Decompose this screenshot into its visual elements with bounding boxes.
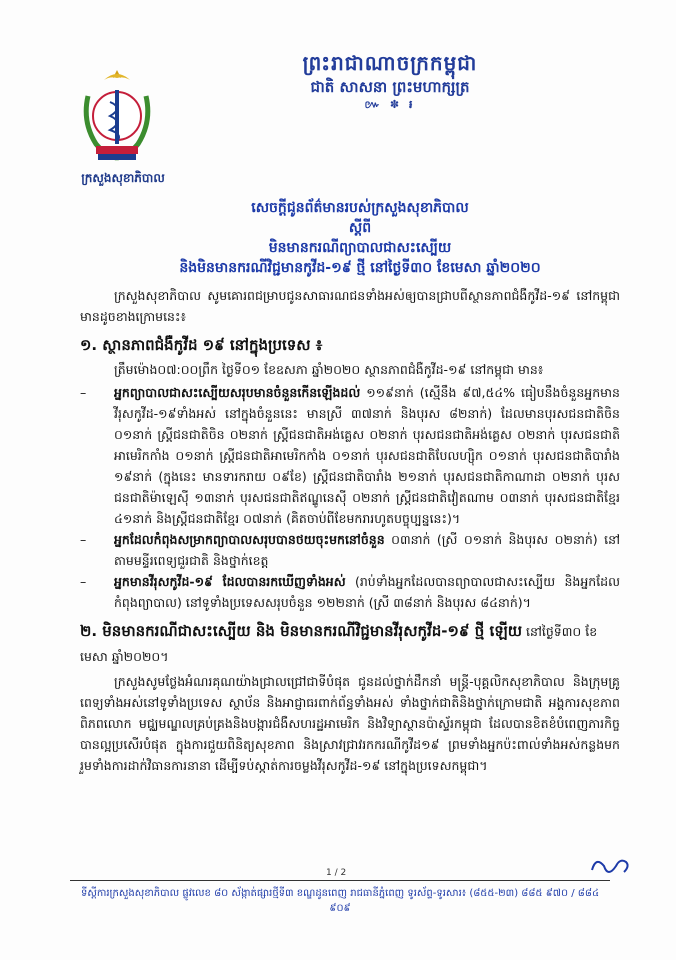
letterhead <box>200 50 580 112</box>
in-treatment-text: ០៣នាក់ (ស្រី ០១នាក់ និងបុរស ០២នាក់) នៅតាមមន្ទីរពេទ្យជួរជាតិ និងថ្នាក់ខេត្ត <box>114 532 620 568</box>
signature-icon <box>586 852 636 882</box>
recovered-text: ១១៩នាក់ (ស្មើនឹង ៩៧,៥៤% ធៀបនឹងចំនួនអ្នកមានវីរុសកូវីដ-១៩ទាំងអស់ នៅក្នុងចំនួននេះ មានស្រី ៣៧នាក់ និងបុរស ៨២នាក់) ដែលមានបុរសជនជាតិចិន ០១នាក់ ស្ត្រីជនជាតិចិន ០២នាក់ ស្ត្រីជនជាតិអង់គ្លេស ០២នាក់ បុរសជនជាតិអង់គ្លេស ០២នាក់ បុរសជនជាតិអាមេរិកកាំង ០១នាក់ ស្ត្រីជនជាតិអាមេរិកកាំង ០១នាក់ បុរសជនជាតិបែលហ្ស៊ិក ០១នាក់ បុរសជនជាតិបារាំង ១៩នាក់ (ក្នុងនេះ មានទារករាយ ០៩ខែ) ស្ត្រីជនជាតិបារាំង ២១នាក់ បុរសជនជាតិកាណាដា ០២នាក់ បុរសជនជាតិម៉ាឡេស៊ី ១៣នាក់ បុរសជនជាតិឥណ្ឌូនេស៊ី ០២នាក់ ស្ត្រីជនជាតិវៀតណាម ០៣នាក់ បុរសជនជាតិខ្មែរ ៤១នាក់ និងស្ត្រីជនជាតិខ្មែរ ០៧នាក់ (គិតចាប់ពីខែមករារហូតបច្ចុប្បន្ននេះ)។ <box>114 385 620 526</box>
section-2-heading: ២. មិនមានករណីជាសះស្បើយ និង មិនមានករណីវិជ្ជមានវីរុសកូវីដ-១៩ ថ្មី ឡើយ នៅថ្ងៃទី៣០ ខែមេសា ឆ្នាំ២០២០។ <box>80 622 598 664</box>
bullet-dash: – <box>80 532 87 547</box>
title-line-1: សេចក្តីជូនព័ត៌មានរបស់ក្រសួងសុខាភិបាល <box>251 200 469 216</box>
title-line-3: មិនមានករណីព្យាបាលជាសះស្បើយ <box>268 240 452 256</box>
total-cases-label: អ្នកមានវីរុសកូវីដ-១៩ ដែលបានរកឃើញទាំងអស់ <box>114 574 346 589</box>
ornament: ៚ ✽ ៛ <box>364 98 416 111</box>
title-line-4: និងមិនមានករណីវិជ្ជមានកូវីដ-១៩ ថ្មី នៅថ្ងៃទី៣០ ខែមេសា ឆ្នាំ២០២០ <box>179 260 541 276</box>
national-motto: ជាតិ សាសនា ព្រះមហាក្សត្រ <box>310 78 470 96</box>
list-item <box>80 382 620 529</box>
total-cases-text: (រាប់ទាំងអ្នកដែលបានព្យាបាលជាសះស្បើយ និងអ្នកដែលកំពុងព្យាបាល) នៅទូទាំងប្រទេសសរុបចំនួន ១២២នាក់ (ស្រី ៣៨នាក់ និងបុរស ៨៤នាក់)។ <box>114 574 620 610</box>
list-item <box>80 529 620 571</box>
bullet-dash: – <box>80 385 87 400</box>
ministry-name: ក្រសួងសុខាភិបាល <box>81 171 165 185</box>
in-treatment-label: អ្នកដែលកំពុងសម្រាកព្យាបាលសរុបបានថយចុះមកនៅចំនួន <box>114 532 385 547</box>
section-2-heading-tail: នៅថ្ងៃទី៣០ ខែមេសា ឆ្នាំ២០២០។ <box>80 624 598 664</box>
document-title <box>140 198 580 278</box>
footer-divider <box>70 880 610 881</box>
recovered-label: អ្នកព្យាបាលជាសះស្បើយសរុបមានចំនួនកើនឡើងដល់ <box>114 385 361 400</box>
kingdom-title: ព្រះរាជាណាចក្រកម្ពុជា <box>302 51 478 75</box>
page-number: 1 / 2 <box>326 868 347 878</box>
footer-address: ទីស្តីការក្រសួងសុខាភិបាល ផ្លូវលេខ ៨០ ស័ង្កាត់ផ្សារថ្មីទី៣ ខណ្ឌដូនពេញ រាជធានីភ្នំពេញ ទូរស័ព្ទ-ទូរសារ៖ (៨៥៥-២៣) ៨៨៥ ៩៧០ / ៨៨៤ ៩០៩ <box>80 888 600 914</box>
bullet-dash: – <box>80 574 87 589</box>
intro-paragraph: ក្រសួងសុខាភិបាល សូមគោរពជម្រាបជូនសាធារណជនទាំងអស់ឲ្យបានជ្រាបពីស្ថានភាពជំងឺកូវីដ-១៩ នៅកម្ពុជា មានដូចខាងក្រោមនេះ៖ <box>80 288 620 324</box>
section-2-paragraph: ក្រសួងសូមថ្លែងអំណរគុណយ៉ាងជ្រាលជ្រៅជាទីបំផុត ជូនដល់ថ្នាក់ដឹកនាំ មន្ត្រី-បុគ្គលិកសុខាភិបាល និងក្រុមគ្រូពេទ្យទាំងអស់នៅទូទាំងប្រទេស ស្ថាប័ន និងអាជ្ញាធរពាក់ព័ន្ធទាំងអស់ ទាំងថ្នាក់ជាតិនិងថ្នាក់ក្រោមជាតិ អង្គការសុខភាពពិភពលោក មជ្ឈមណ្ឌលគ្រប់គ្រងនិងបង្ការជំងឺសហរដ្ឋអាមេរិក និងវិទ្យាស្ថានប៉ាស្ទ័រកម្ពុជា ដែលបានខិតខំបំពេញភារកិច្ចបានល្អប្រសើរបំផុត ក្នុងការជួយពិនិត្យសុខភាព និងស្រាវជ្រាវរកករណីកូវីដ១៩ ព្រមទាំងអ្នកប៉ះពាល់ទាំងអស់កន្លងមក រួមទាំងការដាក់វិធានការនានា ដើម្បីទប់ស្កាត់ការចម្លងវីរុសកូវីដ-១៩ នៅក្នុងប្រទេសកម្ពុជា។ <box>80 674 620 773</box>
title-line-2: ស្តីពី <box>348 220 372 236</box>
list-item <box>80 571 620 613</box>
section-1-lead: ត្រឹមម៉ោង០៧:០០ព្រឹក ថ្ងៃទី០១ ខែឧសភា ឆ្នាំ២០២០ ស្ថានភាពជំងឺកូវីដ-១៩ នៅកម្ពុជា មាន៖ <box>114 362 544 377</box>
ministry-logo-icon <box>74 66 160 166</box>
document-body <box>80 285 620 778</box>
section-1-heading: ១. ស្ថានភាពជំងឺកូវីដ ១៩ នៅក្នុងប្រទេស ៖ <box>80 336 323 354</box>
